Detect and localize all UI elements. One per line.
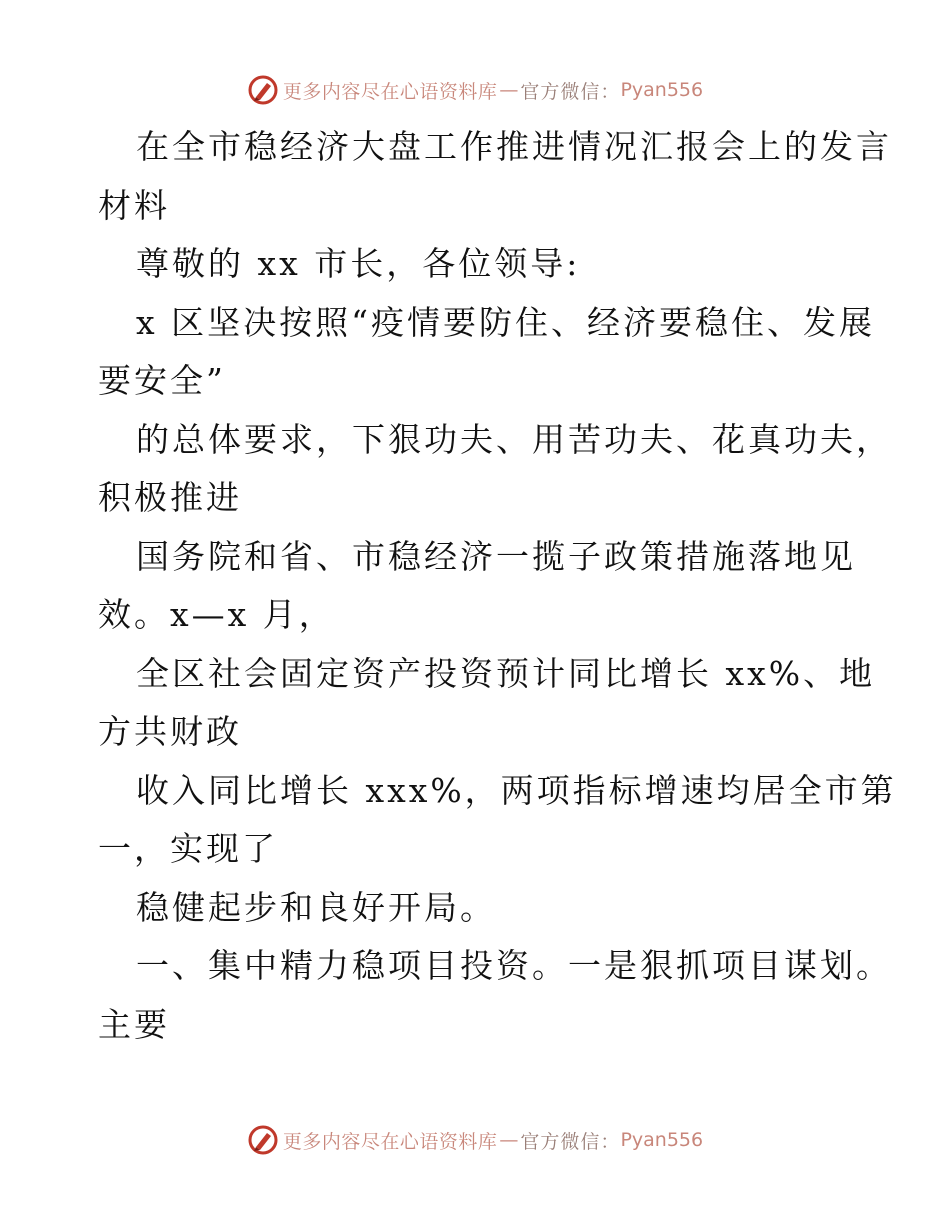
document-title-line-1: 在全市稳经济大盘工作推进情况汇报会上的发言 [136,127,892,166]
paragraph-line: 全区社会固定资产投资预计同比增长 xx%、地 [136,653,876,693]
pen-logo-icon [247,1124,279,1156]
header-watermark-banner [0,70,950,110]
paragraph-line: 收入同比增长 xxx%，两项指标增速均居全市第 [136,770,897,810]
banner-dash: — [499,79,519,101]
paragraph-line: 主要 [98,1004,170,1044]
paragraph-line: 效。x—x 月， [98,595,335,634]
paragraph-line: x 区坚决按照“疫情要防住、经济要稳住、发展 [136,302,875,342]
banner-dash: — [499,1129,519,1151]
paragraph-line: 积极推进 [98,478,242,517]
paragraph-line: 国务院和省、市稳经济一揽子政策措施落地见 [136,536,856,576]
pen-logo-icon [247,74,279,106]
banner-wechat-id: Pyan556 [620,79,704,101]
salutation-line: 尊敬的 xx 市长，各位领导: [136,244,581,283]
banner-text: 更多内容尽在心语资料库 [282,1130,498,1153]
section-heading-line: 一、集中精力稳项目投资。一是狠抓项目谋划。 [136,946,892,985]
banner-wechat-label: 官方微信： [520,1130,621,1153]
paragraph-line: 的总体要求，下狠功夫、用苦功夫、花真功夫， [136,419,892,459]
banner-text: 更多内容尽在心语资料库 [282,80,498,103]
banner-wechat-label: 官方微信： [520,80,621,103]
paragraph-line: 要安全” [98,361,226,400]
paragraph-line: 方共财政 [98,712,242,751]
banner-wechat-id: Pyan556 [620,1129,704,1151]
paragraph-line: 一，实现了 [98,829,278,868]
document-body [98,118,897,1054]
paragraph-line: 稳健起步和良好开局。 [136,887,496,927]
document-title-line-2: 材料 [98,185,170,225]
footer-watermark-banner [0,1120,950,1160]
